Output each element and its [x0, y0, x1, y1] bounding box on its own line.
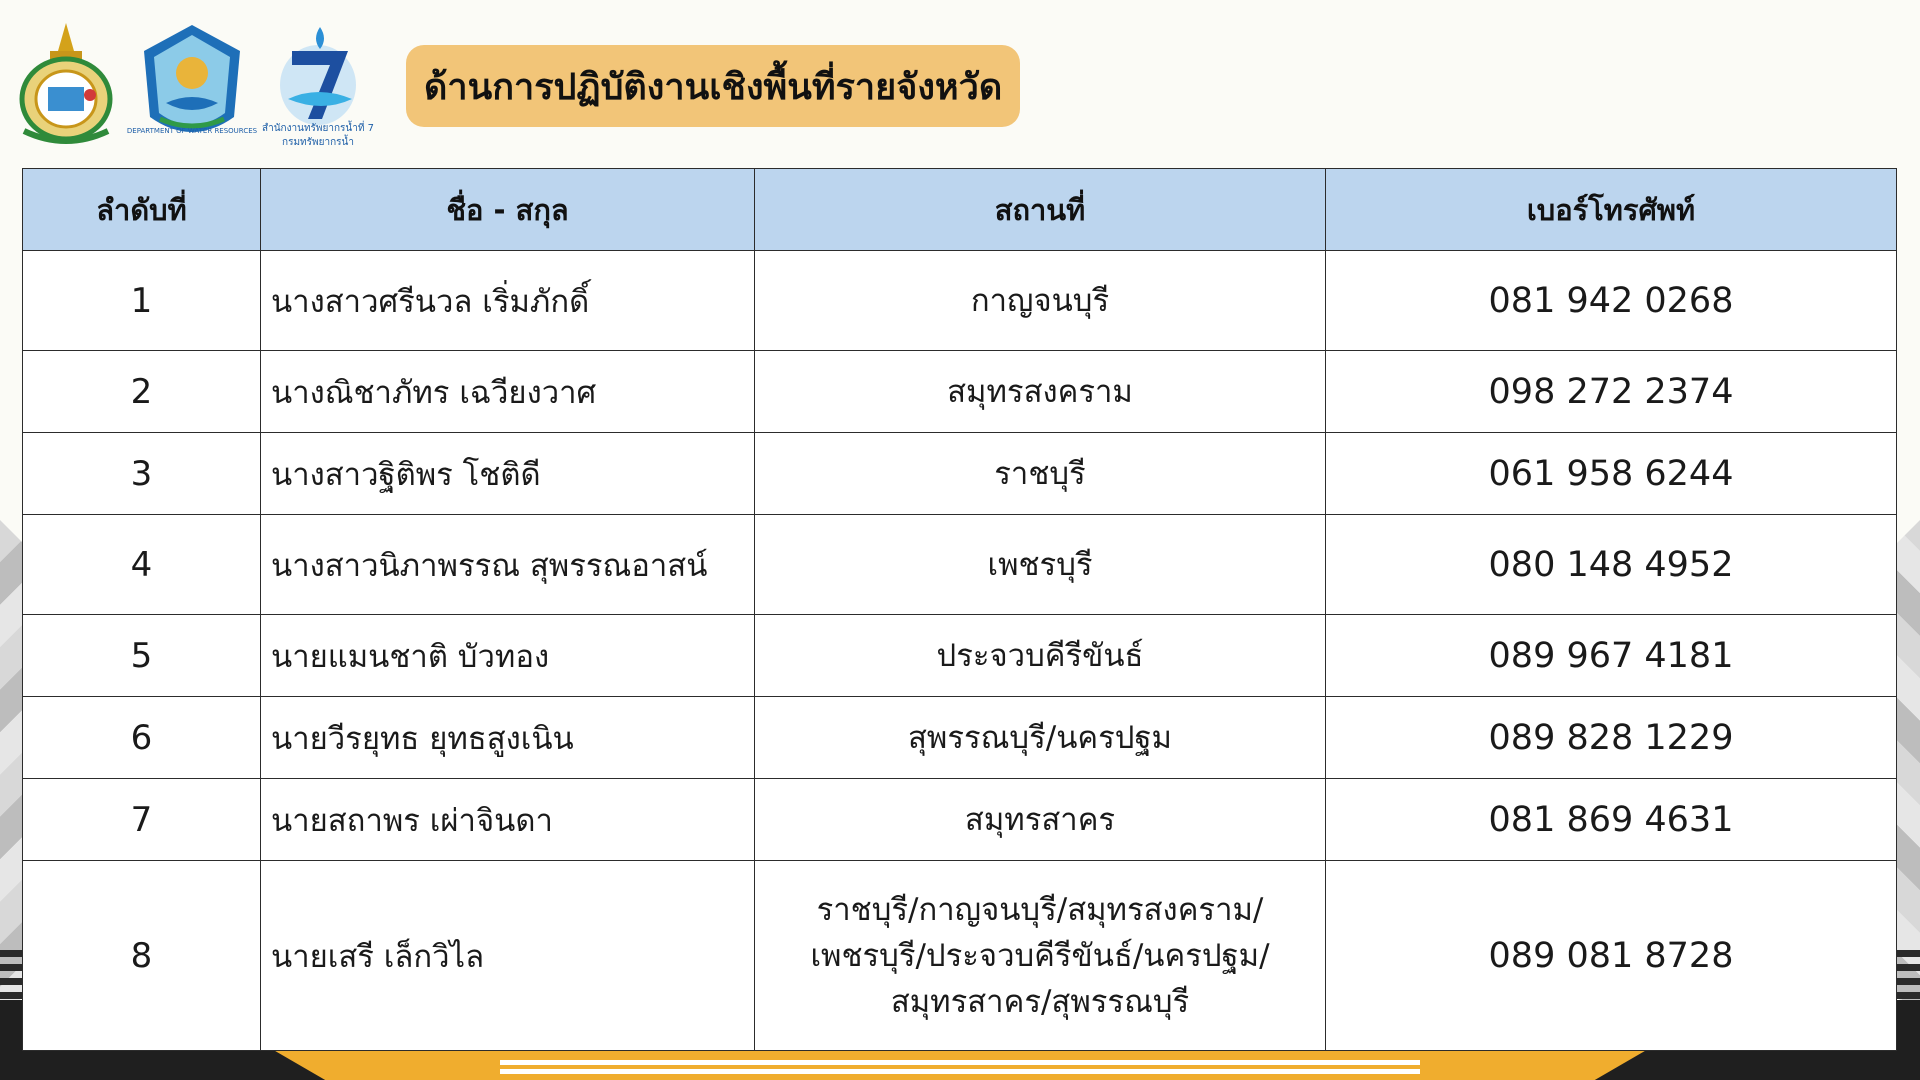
cell-name: นายแมนชาติ บัวทอง [261, 615, 755, 697]
table-row [23, 861, 1897, 1051]
cell-phone: 080 148 4952 [1326, 515, 1897, 615]
office7-caption-line2: กรมทรัพยากรน้ำ [282, 137, 354, 148]
place-line: ราชบุรี/กาญจนบุรี/สมุทรสงคราม/ [816, 891, 1264, 928]
cell-order: 8 [23, 861, 261, 1051]
cell-name: นายวีรยุทธ ยุทธสูงเนิน [261, 697, 755, 779]
cell-place: ราชบุรี [755, 433, 1326, 515]
cell-order: 6 [23, 697, 261, 779]
cell-name: นางสาวนิภาพรรณ สุพรรณอาสน์ [261, 515, 755, 615]
page-title: ด้านการปฏิบัติงานเชิงพื้นที่รายจังหวัด [424, 66, 1003, 108]
cell-name: นางสาวฐิติพร โชติดี [261, 433, 755, 515]
cell-order: 2 [23, 351, 261, 433]
header-phone: เบอร์โทรศัพท์ [1326, 169, 1897, 251]
cell-name: นายเสรี เล็กวิไล [261, 861, 755, 1051]
emblem-icon [10, 21, 122, 151]
dwr-logo-caption: DEPARTMENT OF WATER RESOURCES [126, 127, 258, 135]
provincial-emblem-logo [10, 21, 122, 151]
page-title-pill [406, 45, 1020, 127]
cell-phone: 089 967 4181 [1326, 615, 1897, 697]
header-name: ชื่อ - สกุล [261, 169, 755, 251]
table-row [23, 433, 1897, 515]
cell-phone: 061 958 6244 [1326, 433, 1897, 515]
cell-phone: 081 942 0268 [1326, 251, 1897, 351]
cell-name: นางณิชาภัทร เฉวียงวาศ [261, 351, 755, 433]
cell-order: 1 [23, 251, 261, 351]
cell-order: 3 [23, 433, 261, 515]
water-resources-office-7-logo [262, 21, 374, 151]
cell-place: กาญจนบุรี [755, 251, 1326, 351]
cell-order: 5 [23, 615, 261, 697]
table-row [23, 697, 1897, 779]
table-row [23, 615, 1897, 697]
table-header-row [23, 169, 1897, 251]
cell-place: เพชรบุรี [755, 515, 1326, 615]
cell-place-multiline [755, 861, 1326, 1051]
office7-caption-line1: สำนักงานทรัพยากรน้ำที่ 7 [262, 123, 374, 134]
table-row [23, 351, 1897, 433]
cell-phone: 098 272 2374 [1326, 351, 1897, 433]
table-row [23, 779, 1897, 861]
cell-order: 7 [23, 779, 261, 861]
place-line: เพชรบุรี/ประจวบคีรีขันธ์/นครปฐม/ [810, 937, 1270, 974]
cell-place: สมุทรสาคร [755, 779, 1326, 861]
department-of-water-resources-logo [126, 21, 258, 151]
cell-place: ประจวบคีรีขันธ์ [755, 615, 1326, 697]
cell-phone: 081 869 4631 [1326, 779, 1897, 861]
footer-white-lines [500, 1060, 1420, 1074]
cell-place: สมุทรสงคราม [755, 351, 1326, 433]
table-row [23, 251, 1897, 351]
contact-table [22, 168, 1897, 1051]
cell-place: สุพรรณบุรี/นครปฐม [755, 697, 1326, 779]
header-order: ลำดับที่ [23, 169, 261, 251]
place-line: สมุทรสาคร/สุพรรณบุรี [890, 983, 1190, 1020]
contact-table-wrap [22, 168, 1896, 1051]
cell-order: 4 [23, 515, 261, 615]
header-place: สถานที่ [755, 169, 1326, 251]
cell-phone: 089 828 1229 [1326, 697, 1897, 779]
cell-name: นายสถาพร เผ่าจินดา [261, 779, 755, 861]
header [10, 18, 1020, 154]
cell-phone: 089 081 8728 [1326, 861, 1897, 1051]
cell-name: นางสาวศรีนวล เริ่มภักดิ์ [261, 251, 755, 351]
table-row [23, 515, 1897, 615]
